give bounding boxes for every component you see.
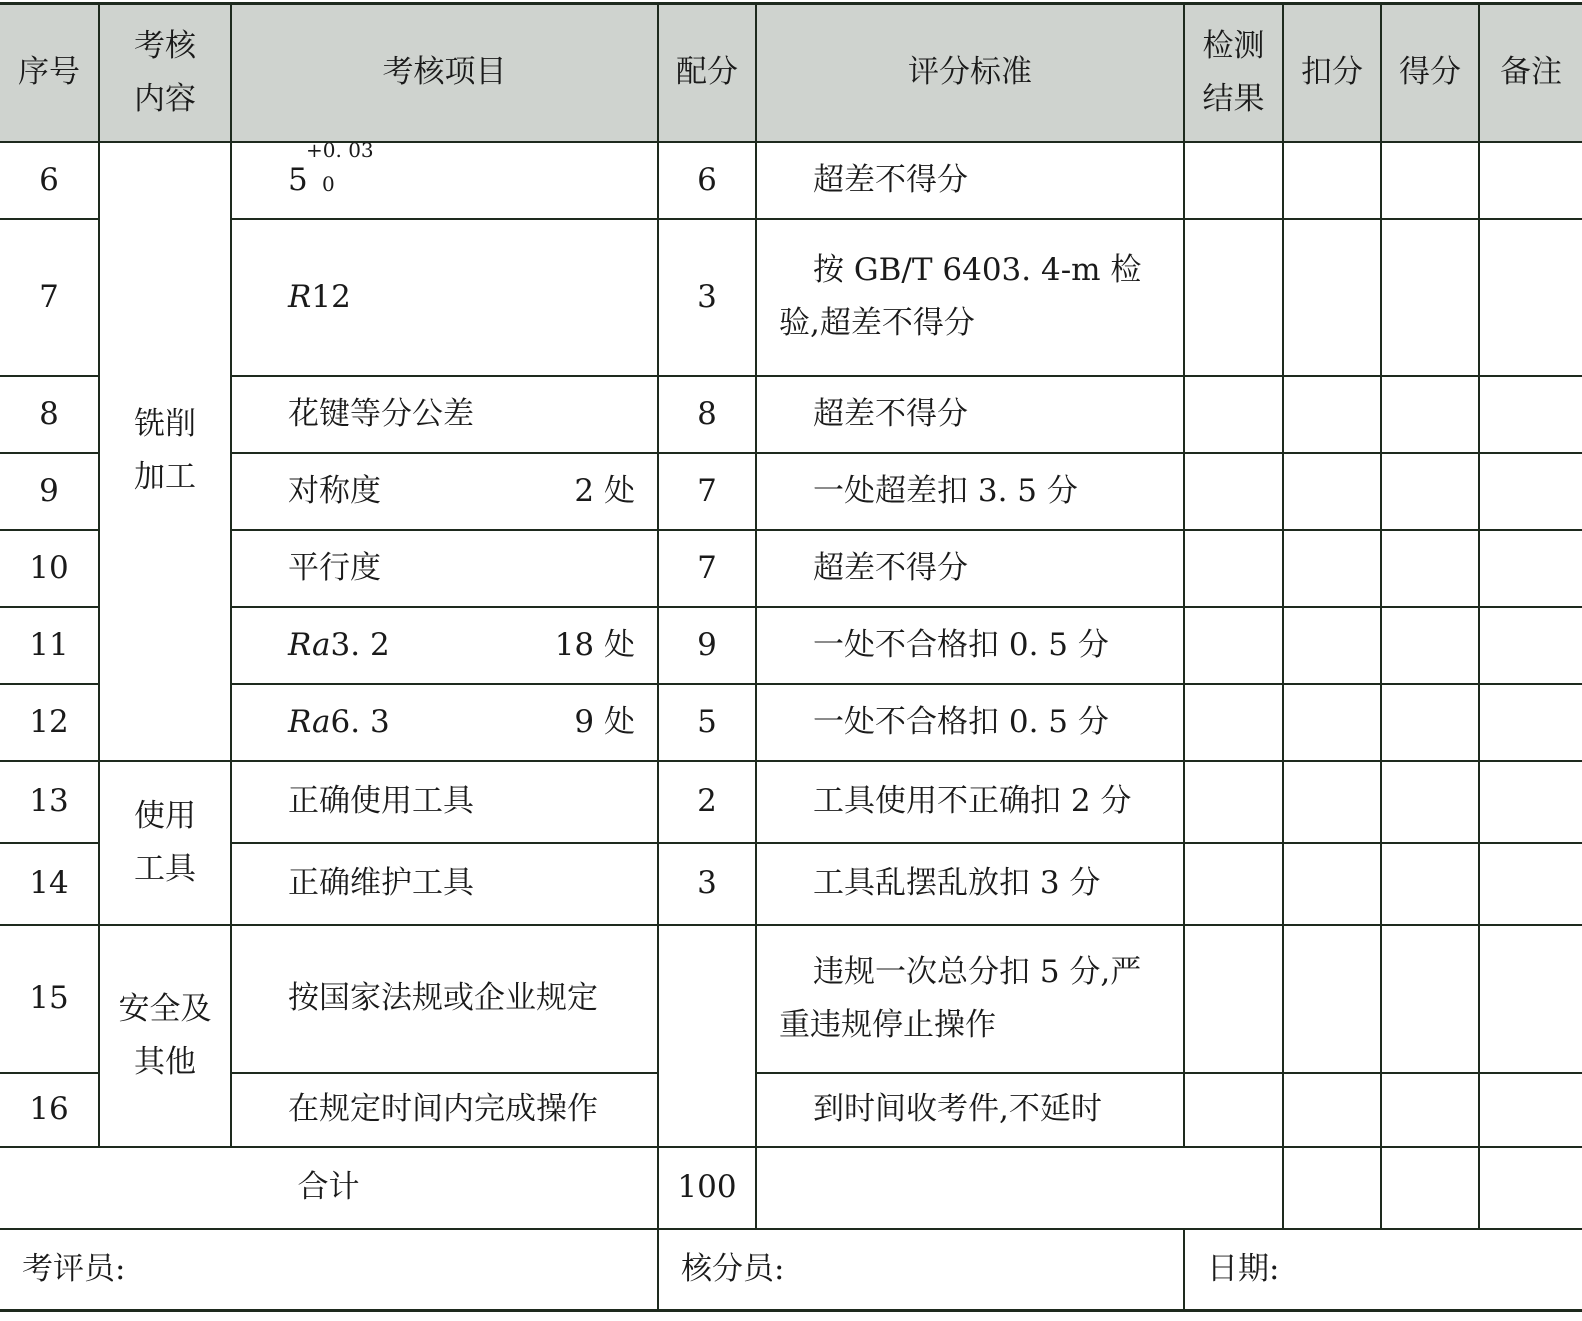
result-cell[interactable]	[1184, 684, 1283, 761]
row-item: Ra6. 3 9 处	[231, 684, 658, 761]
total-note-cell[interactable]	[1479, 1147, 1582, 1229]
row-item: 正确维护工具	[231, 843, 658, 925]
row-score: 5	[658, 684, 756, 761]
deduct-cell[interactable]	[1283, 761, 1381, 843]
result-cell[interactable]	[1184, 530, 1283, 607]
examiner-field[interactable]: 考评员:	[0, 1229, 658, 1311]
note-cell[interactable]	[1479, 219, 1582, 376]
row-score: 3	[658, 843, 756, 925]
row-score: 7	[658, 453, 756, 530]
row-seq: 11	[0, 607, 99, 684]
note-cell[interactable]	[1479, 453, 1582, 530]
row-score: 3	[658, 219, 756, 376]
row-item: 平行度	[231, 530, 658, 607]
row-criteria: 一处不合格扣 0. 5 分	[756, 684, 1184, 761]
deduct-cell[interactable]	[1283, 376, 1381, 453]
row-seq: 14	[0, 843, 99, 925]
signature-row	[0, 1229, 1582, 1311]
row-seq: 6	[0, 142, 99, 219]
note-cell[interactable]	[1479, 1073, 1582, 1147]
total-score: 100	[658, 1147, 756, 1229]
got-cell[interactable]	[1381, 142, 1479, 219]
header-result: 检测结果	[1184, 4, 1283, 142]
row-item: R12	[231, 219, 658, 376]
header-note: 备注	[1479, 4, 1582, 142]
table-row	[0, 219, 1582, 376]
total-result-cell[interactable]	[756, 1147, 1283, 1229]
row-score	[658, 925, 756, 1147]
row-criteria: 超差不得分	[756, 530, 1184, 607]
note-cell[interactable]	[1479, 530, 1582, 607]
group-safety: 安全及其他	[99, 925, 231, 1147]
row-criteria: 超差不得分	[756, 376, 1184, 453]
got-cell[interactable]	[1381, 530, 1479, 607]
row-criteria: 工具使用不正确扣 2 分	[756, 761, 1184, 843]
got-cell[interactable]	[1381, 843, 1479, 925]
result-cell[interactable]	[1184, 376, 1283, 453]
table-row	[0, 453, 1582, 530]
result-cell[interactable]	[1184, 925, 1283, 1073]
note-cell[interactable]	[1479, 925, 1582, 1073]
tolerance-value: 5 +0. 03 0	[288, 137, 374, 198]
result-cell[interactable]	[1184, 453, 1283, 530]
checker-field[interactable]: 核分员:	[658, 1229, 1184, 1311]
row-score: 9	[658, 607, 756, 684]
note-cell[interactable]	[1479, 843, 1582, 925]
got-cell[interactable]	[1381, 761, 1479, 843]
result-cell[interactable]	[1184, 607, 1283, 684]
total-label: 合计	[0, 1147, 658, 1229]
row-criteria: 工具乱摆乱放扣 3 分	[756, 843, 1184, 925]
deduct-cell[interactable]	[1283, 219, 1381, 376]
row-seq: 8	[0, 376, 99, 453]
date-field[interactable]: 日期:	[1184, 1229, 1582, 1311]
row-item: 花键等分公差	[231, 376, 658, 453]
total-row	[0, 1147, 1582, 1229]
result-cell[interactable]	[1184, 761, 1283, 843]
assessment-table	[0, 2, 1582, 1312]
header-row	[0, 4, 1582, 142]
table-row	[0, 376, 1582, 453]
row-score: 6	[658, 142, 756, 219]
row-seq: 15	[0, 925, 99, 1073]
header-item: 考核项目	[231, 4, 658, 142]
note-cell[interactable]	[1479, 761, 1582, 843]
row-seq: 10	[0, 530, 99, 607]
row-criteria: 一处不合格扣 0. 5 分	[756, 607, 1184, 684]
row-seq: 7	[0, 219, 99, 376]
deduct-cell[interactable]	[1283, 142, 1381, 219]
header-content: 考核内容	[99, 4, 231, 142]
row-score: 2	[658, 761, 756, 843]
total-deduct-cell[interactable]	[1283, 1147, 1381, 1229]
deduct-cell[interactable]	[1283, 843, 1381, 925]
result-cell[interactable]	[1184, 219, 1283, 376]
note-cell[interactable]	[1479, 607, 1582, 684]
note-cell[interactable]	[1479, 142, 1582, 219]
group-milling: 铣削加工	[99, 142, 231, 761]
table-row	[0, 684, 1582, 761]
header-deduct: 扣分	[1283, 4, 1381, 142]
table-row	[0, 925, 1582, 1073]
table-row	[0, 761, 1582, 843]
row-item: 正确使用工具	[231, 761, 658, 843]
got-cell[interactable]	[1381, 925, 1479, 1073]
row-count: 2 处	[574, 472, 635, 509]
table-row	[0, 607, 1582, 684]
row-seq: 16	[0, 1073, 99, 1147]
row-item: 在规定时间内完成操作	[231, 1073, 658, 1147]
row-criteria: 一处超差扣 3. 5 分	[756, 453, 1184, 530]
row-item: 按国家法规或企业规定	[231, 925, 658, 1073]
got-cell[interactable]	[1381, 684, 1479, 761]
deduct-cell[interactable]	[1283, 453, 1381, 530]
deduct-cell[interactable]	[1283, 530, 1381, 607]
row-seq: 13	[0, 761, 99, 843]
row-criteria: 违规一次总分扣 5 分,严重违规停止操作	[756, 925, 1184, 1073]
header-got: 得分	[1381, 4, 1479, 142]
row-score: 8	[658, 376, 756, 453]
header-seq: 序号	[0, 4, 99, 142]
header-score: 配分	[658, 4, 756, 142]
header-criteria: 评分标准	[756, 4, 1184, 142]
deduct-cell[interactable]	[1283, 607, 1381, 684]
total-got-cell[interactable]	[1381, 1147, 1479, 1229]
row-criteria: 到时间收考件,不延时	[756, 1073, 1184, 1147]
table-row	[0, 530, 1582, 607]
note-cell[interactable]	[1479, 376, 1582, 453]
table-row	[0, 142, 1582, 219]
row-count: 18 处	[554, 626, 635, 663]
deduct-cell[interactable]	[1283, 684, 1381, 761]
row-count: 9 处	[574, 703, 635, 740]
got-cell[interactable]	[1381, 219, 1479, 376]
row-criteria: 按 GB/T 6403. 4-m 检验,超差不得分	[756, 219, 1184, 376]
row-score: 7	[658, 530, 756, 607]
row-criteria: 超差不得分	[756, 142, 1184, 219]
result-cell[interactable]	[1184, 1073, 1283, 1147]
table-row	[0, 1073, 1582, 1147]
got-cell[interactable]	[1381, 607, 1479, 684]
result-cell[interactable]	[1184, 142, 1283, 219]
got-cell[interactable]	[1381, 376, 1479, 453]
row-item: Ra3. 2 18 处	[231, 607, 658, 684]
row-seq: 9	[0, 453, 99, 530]
deduct-cell[interactable]	[1283, 925, 1381, 1073]
deduct-cell[interactable]	[1283, 1073, 1381, 1147]
table-row	[0, 843, 1582, 925]
row-seq: 12	[0, 684, 99, 761]
row-item: 对称度 2 处	[231, 453, 658, 530]
note-cell[interactable]	[1479, 684, 1582, 761]
got-cell[interactable]	[1381, 1073, 1479, 1147]
group-tools: 使用工具	[99, 761, 231, 925]
row-item	[231, 137, 658, 219]
got-cell[interactable]	[1381, 453, 1479, 530]
result-cell[interactable]	[1184, 843, 1283, 925]
